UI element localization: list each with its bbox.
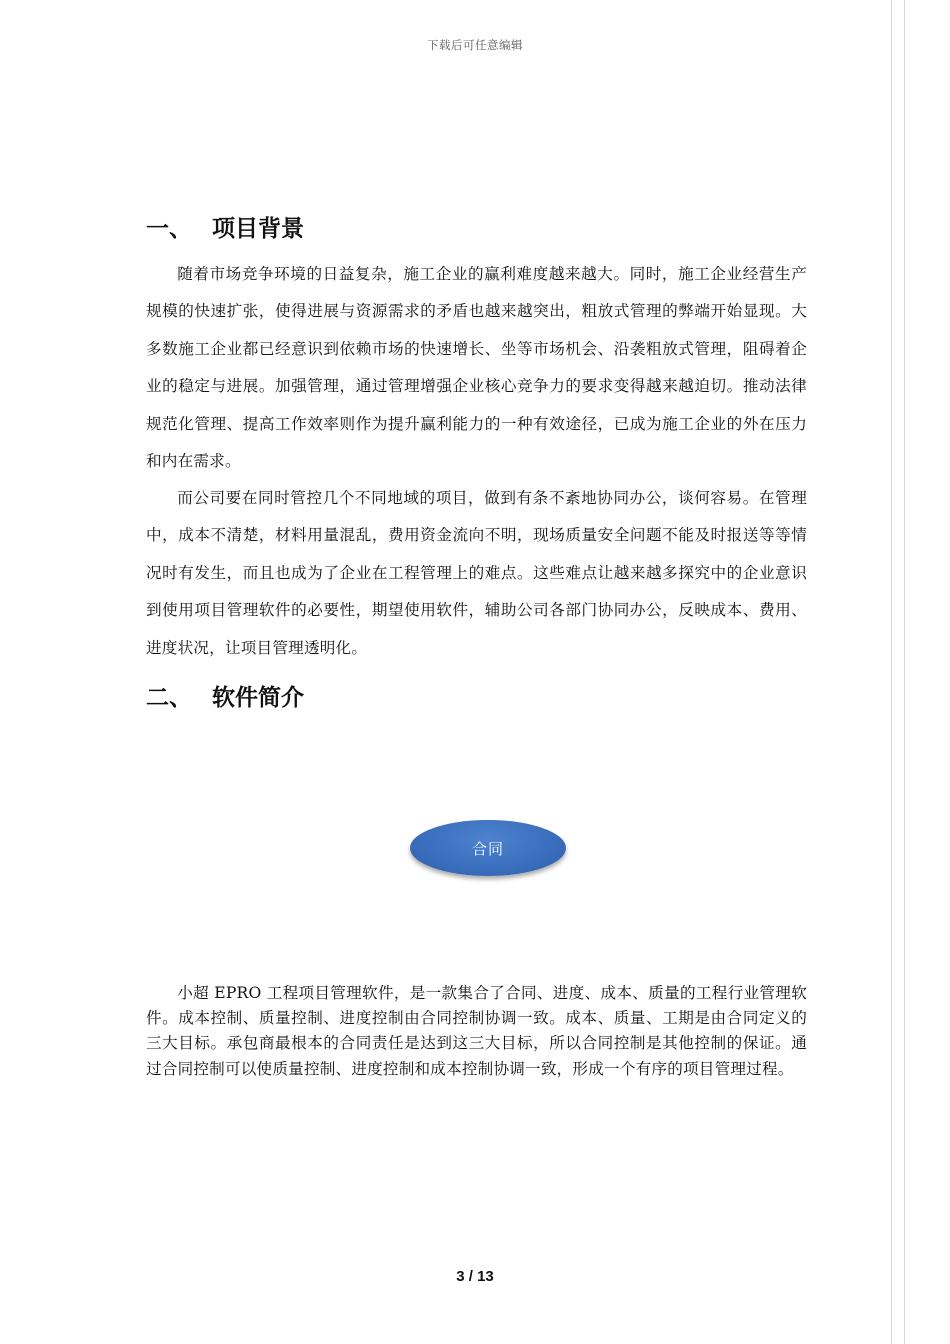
contract-ellipse [410,820,566,876]
paragraph-background-1: 随着市场竞争环境的日益复杂，施工企业的赢利难度越来越大。同时，施工企业经营生产规模的快速扩张，使得进展与资源需求的矛盾也越来越突出，粗放式管理的弊端开始显现。大多数施工企业都已经意识到依赖市场的快速增长、坐等市场机会、沿袭粗放式管理，阻碍着企业的稳定与进展。加强管理，通过管理增强企业核心竞争力的要求变得越来越迫切。推动法律规范化管理、提高工作效率则作为提升赢利能力的一种有效途径，已成为施工企业的外在压力和内在需求。 [146,265,807,471]
paragraph-software-intro: 小超 EPRO 工程项目管理软件，是一款集合了合同、进度、成本、质量的工程行业管理软件。成本控制、质量控制、进度控制由合同控制协调一致。成本、质量、工期是由合同定义的三大目标。承包商最根本的合同责任是达到这三大目标，所以合同控制是其他控制的保证。通过合同控制可以使质量控制、进度控制和成本控制协调一致，形成一个有序的项目管理过程。 [146,984,807,1078]
section-number: 二、 [146,685,192,711]
contract-node-label: 合同 [471,839,504,858]
section-number: 一、 [146,216,192,242]
contract-diagram-node [410,820,566,876]
section-title: 项目背景 [212,216,304,242]
page-header: 下载后可任意编辑 [427,38,523,52]
page-edge-line [891,0,892,1344]
paragraph-background-2: 而公司要在同时管控几个不同地域的项目，做到有条不紊地协同办公，谈何容易。在管理中，成本不清楚，材料用量混乱，费用资金流向不明，现场质量安全问题不能及时报送等等情况时有发生，而且也成为了企业在工程管理上的难点。这些难点让越来越多探究中的企业意识到使用项目管理软件的必要性，期望使用软件，辅助公司各部门协同办公，反映成本、费用、进度状况，让项目管理透明化。 [146,489,807,657]
section-heading-software [146,679,304,712]
section-title: 软件简介 [212,685,304,711]
page-edge-line-outer [904,0,905,1344]
page-number: 3 / 13 [456,1268,494,1285]
section-heading-background [146,210,304,243]
